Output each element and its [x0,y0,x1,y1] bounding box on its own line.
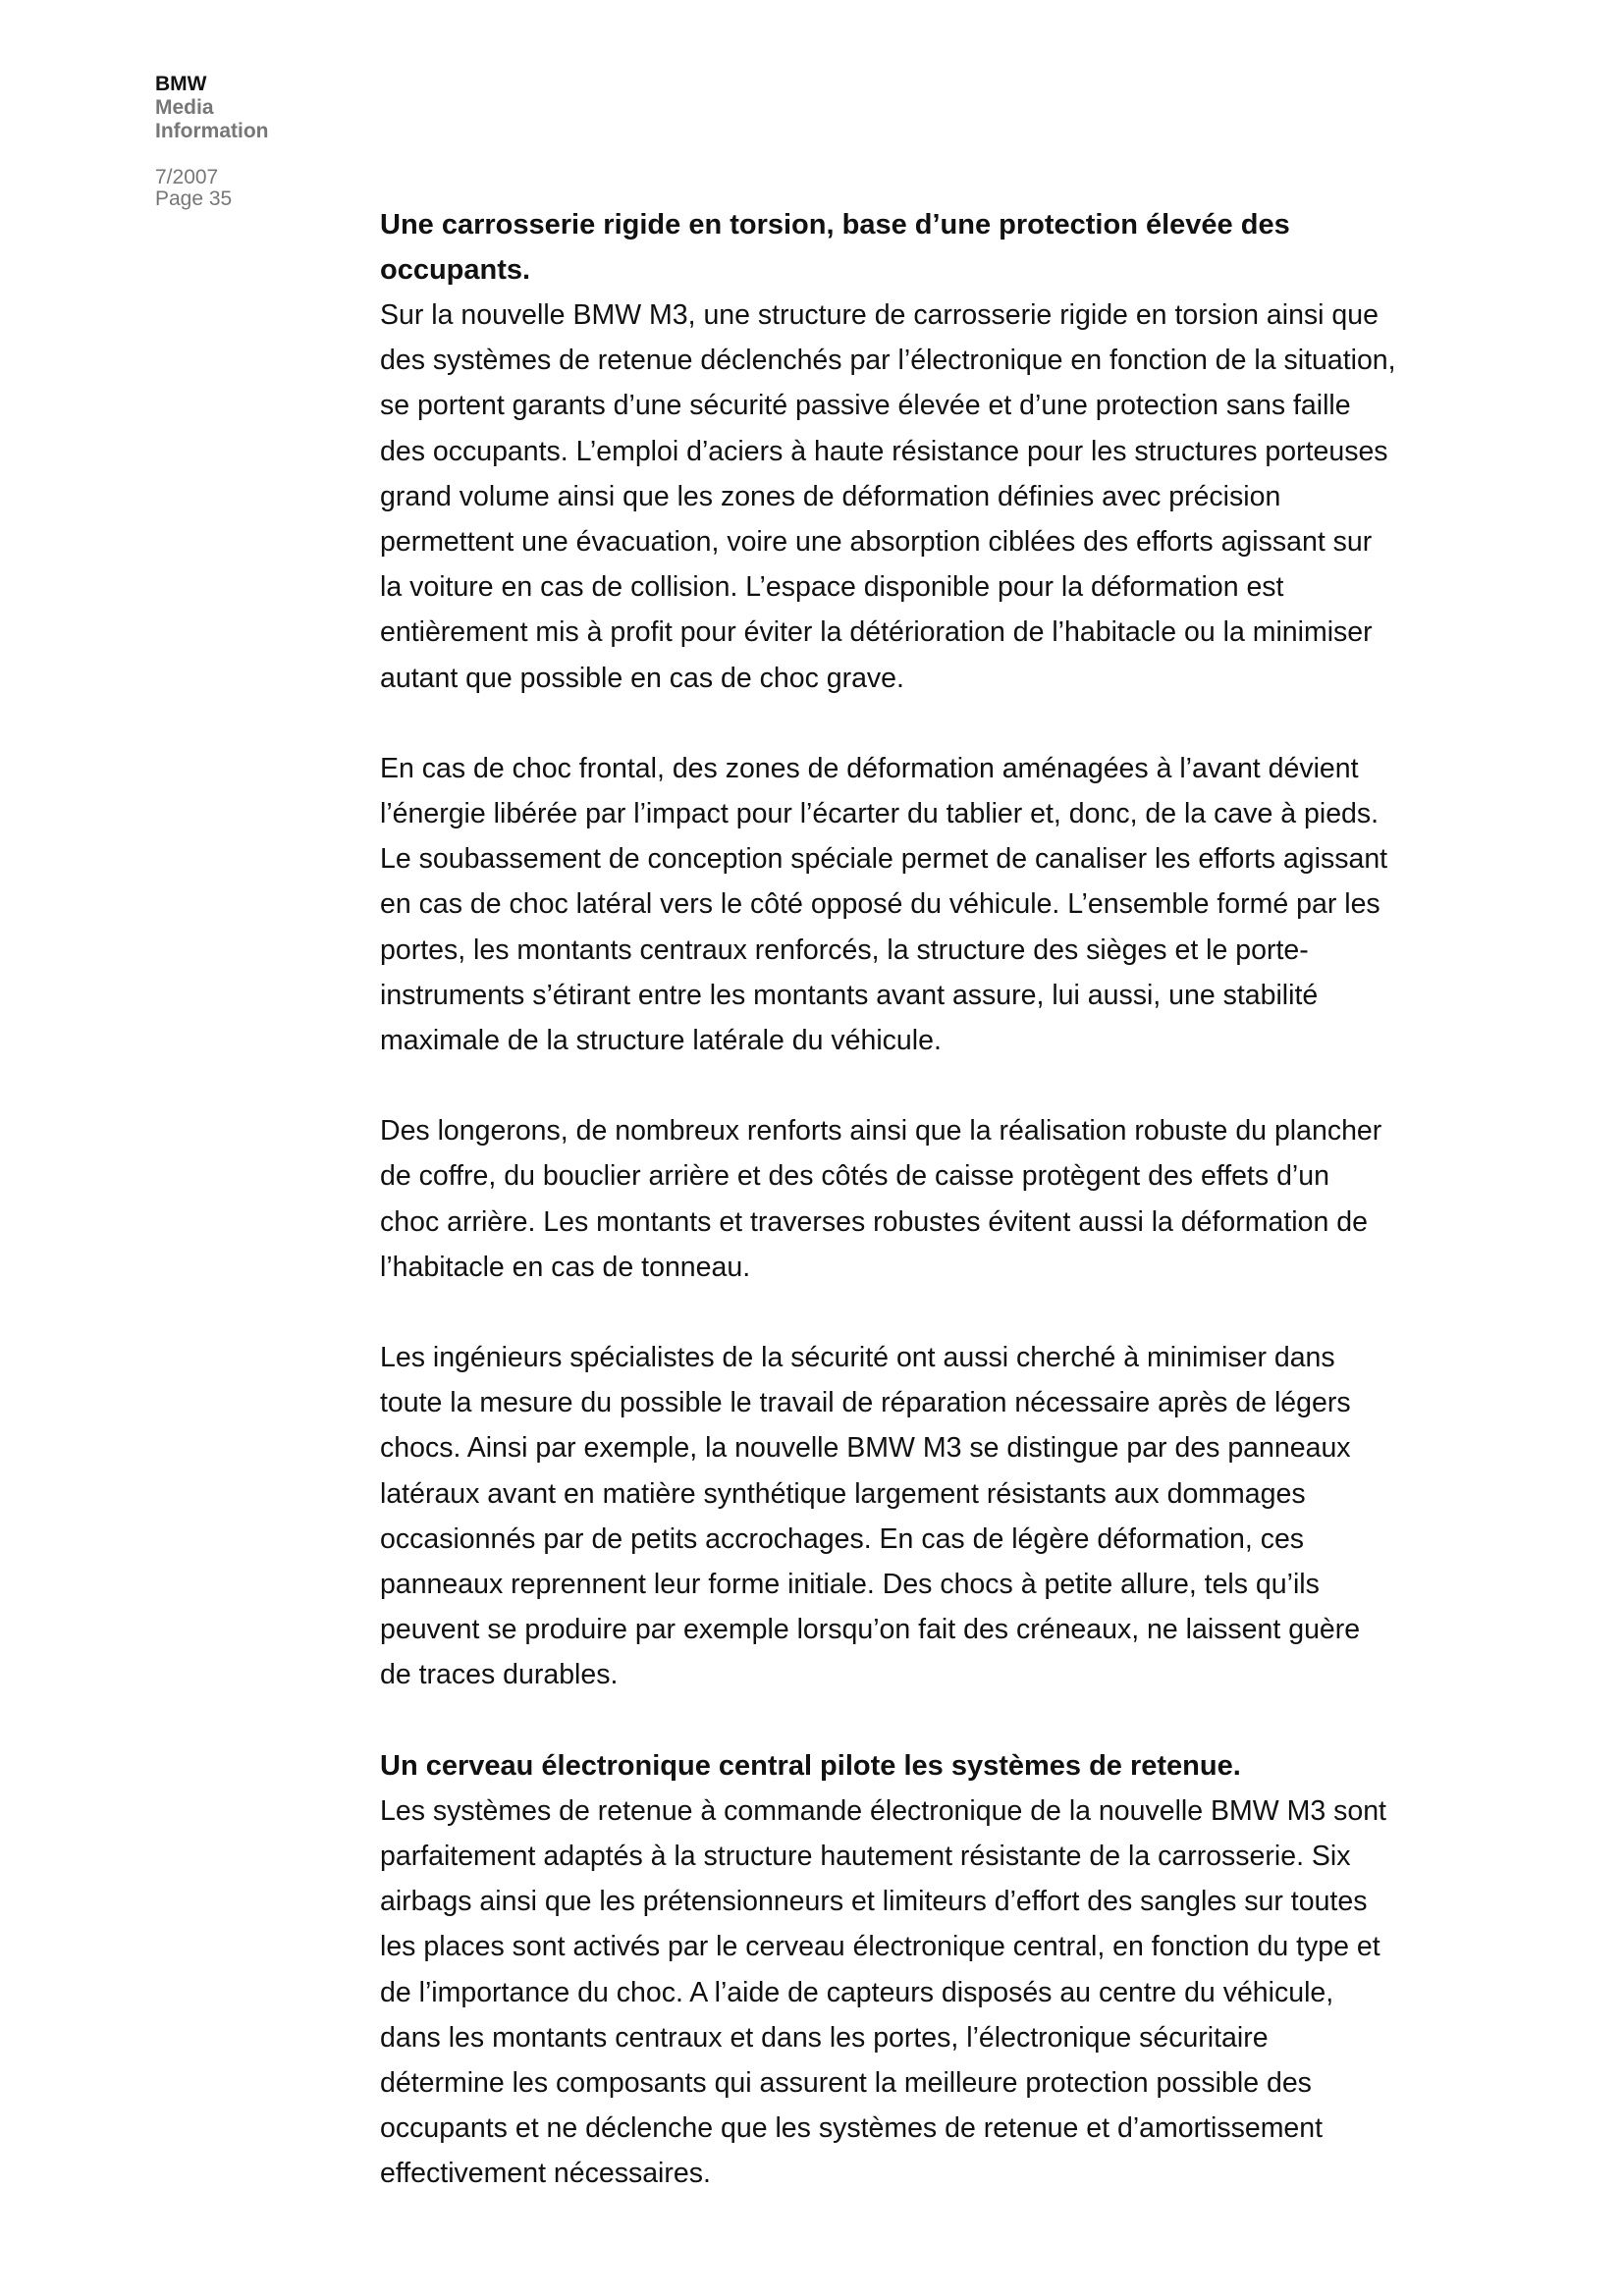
paragraph: Les systèmes de retenue à commande électronique de la nouvelle BMW M3 sont parfaitement adaptés à la structure hautement résistante de la carrosserie. Six airbags ainsi que les prétensionneurs et limiteurs d’effort des sangles sur toutes les places sont activés par le cerveau électronique central, en fonction du type et de l’importance du choc. A l’aide de capteurs disposés au centre du véhicule, dans les montants centraux et dans les portes, l’électronique sécuritaire détermine les composants qui assurent la meilleure protection possible des occupants et ne déclenche que les systèmes de retenue et d’amortissement effectivement nécessaires. [380,1794,1386,2190]
brand-name: BMW [155,73,207,95]
section-body-structure [380,202,1421,1698]
paragraph: En cas de choc frontal, des zones de déformation aménagées à l’avant dévient l’énergie libérée par l’impact pour l’écarter du tablier et, donc, de la cave à pieds. Le soubassement de conception spéciale permet de canaliser les efforts agissant en cas de choc latéral vers le côté opposé du véhicule. L’ensemble formé par les portes, les montants centraux renforcés, la structure des sièges et le porte-instruments s’étirant entre les montants avant assure, lui aussi, une stabilité maximale de la structure latérale du véhicule. [380,752,1388,1057]
brand-media: Media [155,96,214,119]
article-body [380,202,1421,2197]
paragraph: Les ingénieurs spécialistes de la sécurité ont aussi cherché à minimiser dans toute la mesure du possible le travail de réparation nécessaire après de légers chocs. Ainsi par exemple, la nouvelle BMW M3 se distingue par des panneaux latéraux avant en matière synthétique largement résistants aux dommages occasionnés par de petits accrochages. En cas de légère déformation, ces panneaux reprennent leur forme initiale. Des chocs à petite allure, tels qu’ils peuvent se produire par exemple lorsqu’on fait des créneaux, ne laissent guère de traces durables. [380,1342,1361,1691]
section-heading: Une carrosserie rigide en torsion, base d’une protection élevée des occupants. [380,209,1290,286]
document-meta [155,167,352,210]
section-restraint-systems [380,1743,1421,2197]
section-heading: Un cerveau électronique central pilote les systèmes de retenue. [380,1749,1241,1782]
paragraph: Sur la nouvelle BMW M3, une structure de carrosserie rigide en torsion ainsi que des systèmes de retenue déclenchés par l’électronique en fonction de la situation, se portent garants d’une sécurité passive élevée et d’une protection sans faille des occupants. L’emploi d’aciers à haute résistance pour les structures porteuses grand volume ainsi que les zones de déformation définies avec précision permettent une évacuation, voire une absorption ciblées des efforts agissant sur la voiture en cas de collision. L’espace disponible pour la déformation est entièrement mis à profit pour éviter la détérioration de l’habitacle ou la minimiser autant que possible en cas de choc grave. [380,299,1396,694]
paragraph: Des longerons, de nombreux renforts ainsi que la réalisation robuste du plancher de coffre, du bouclier arrière et des côtés de caisse protègent des effets d’un choc arrière. Les montants et traverses robustes évitent aussi la déformation de l’habitacle en cas de tonneau. [380,1115,1382,1283]
document-header [155,73,352,210]
issue-date: 7/2007 [155,166,219,188]
page-number: Page 35 [155,187,233,210]
brand-information: Information [155,120,269,142]
